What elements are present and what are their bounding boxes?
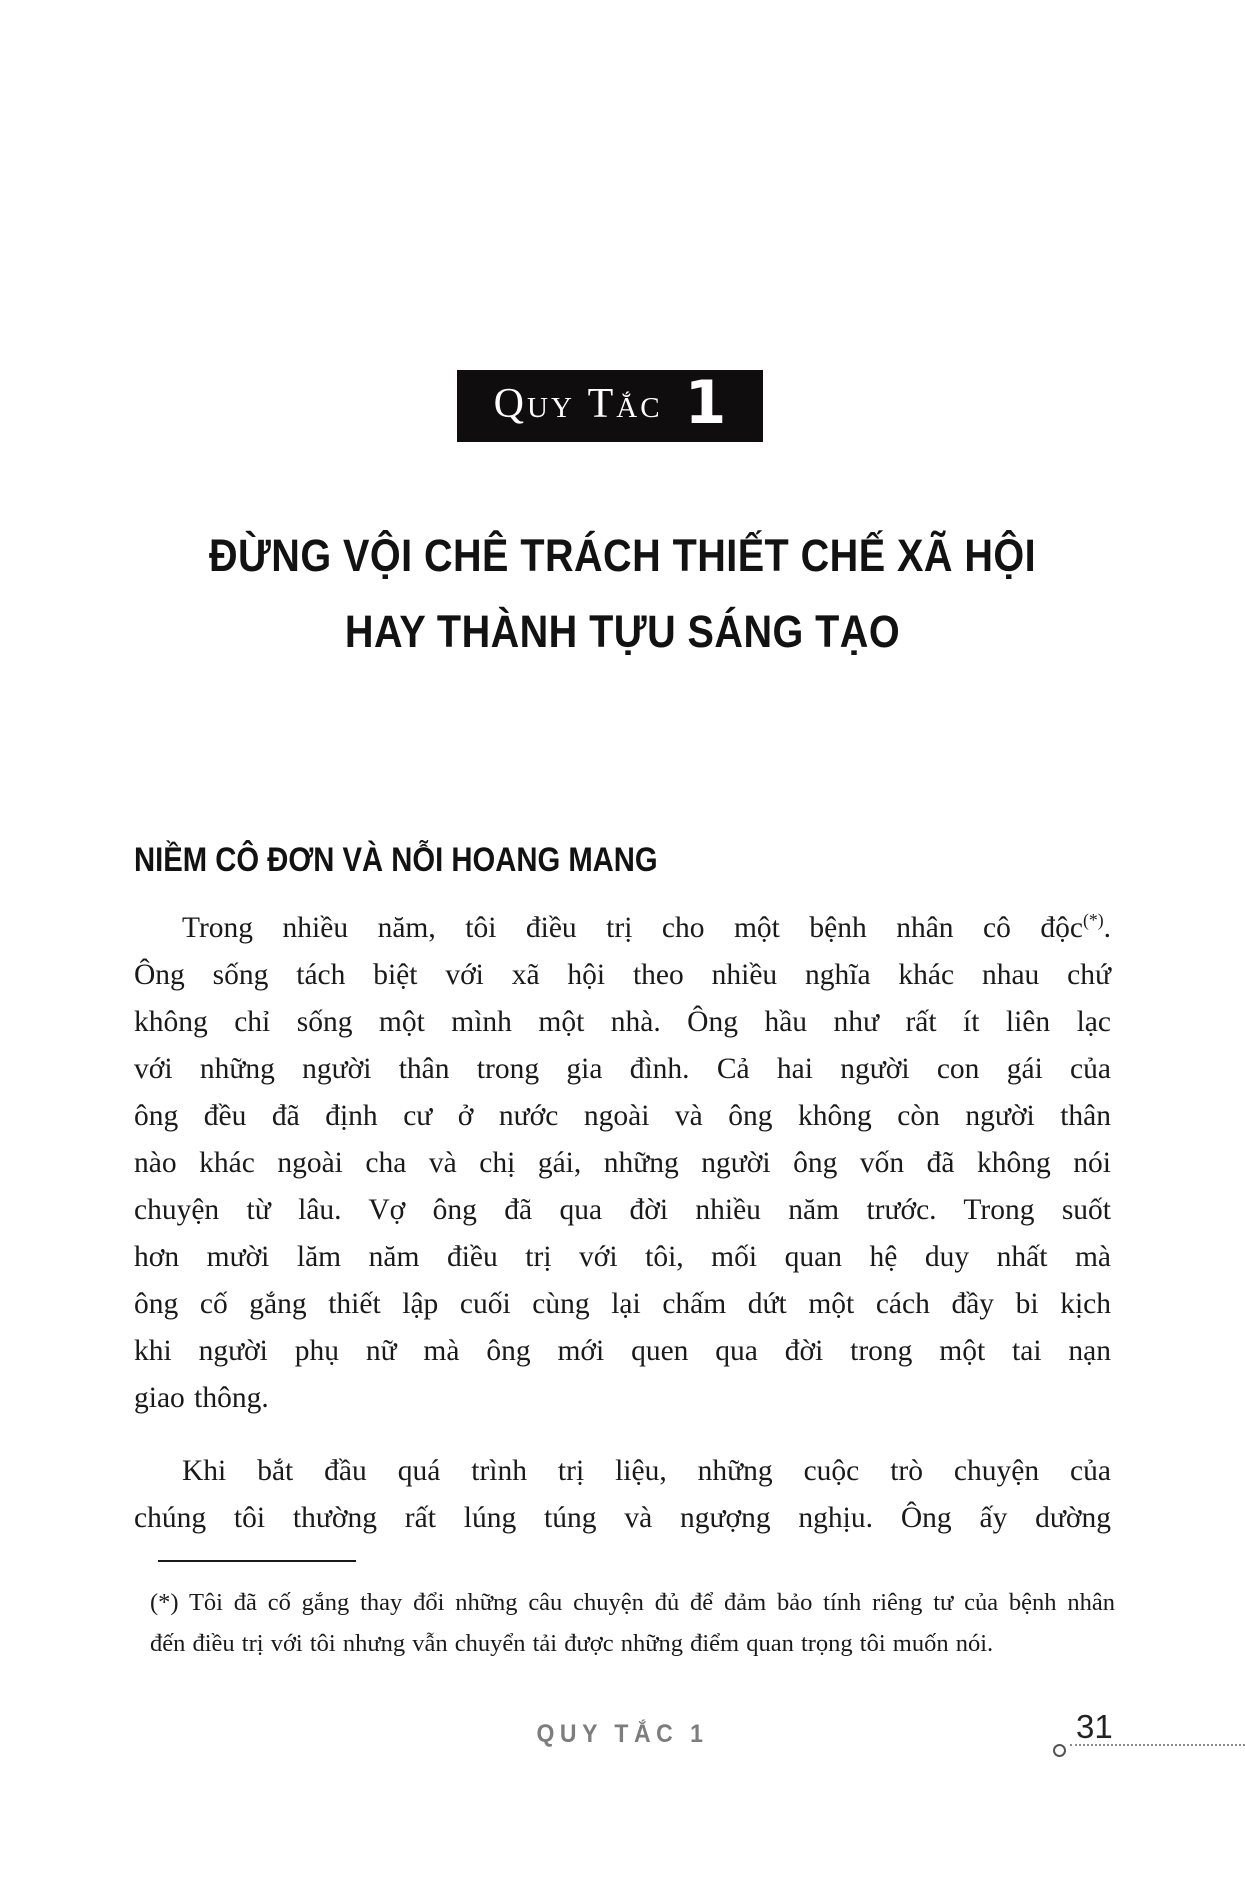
chapter-title-line-2: HAY THÀNH TỰU SÁNG TẠO <box>344 606 901 657</box>
text-line: đến điều trị với tôi nhưng vẫn chuyển tải được những điểm quan trọng tôi muốn nói. <box>150 1630 994 1657</box>
text-line: (*) Tôi đã cố gắng thay đổi những câu chuyện đủ để đảm bảo tính riêng tư của bệnh nhân <box>150 1589 1115 1616</box>
footnote-divider <box>158 1560 356 1562</box>
footnote <box>150 1582 1115 1664</box>
section-heading: NIỀM CÔ ĐƠN VÀ NỖI HOANG MANG <box>134 841 658 879</box>
text-line: giao thông. <box>134 1382 269 1414</box>
text-line: Ông sống tách biệt với xã hội theo nhiều nghĩa khác nhau chứ <box>134 959 1111 991</box>
running-footer-title: QUY TẮC 1 <box>536 1720 709 1748</box>
text-line: ông đều đã định cư ở nước ngoài và ông không còn người thân <box>134 1100 1111 1132</box>
paragraph <box>134 1448 1111 1542</box>
text-line: với những người thân trong gia đình. Cả hai người con gái của <box>134 1053 1111 1085</box>
chapter-badge <box>457 370 763 442</box>
footer-circle-ornament <box>1053 1744 1066 1757</box>
text-line: Khi bắt đầu quá trình trị liệu, những cuộc trò chuyện của <box>182 1455 1111 1487</box>
text-line: nào khác ngoài cha và chị gái, những người ông vốn đã không nói <box>134 1147 1111 1179</box>
chapter-title <box>75 518 1171 670</box>
paragraph <box>134 905 1111 1422</box>
chapter-badge-label: Quy Tắc <box>493 381 663 427</box>
text-line: chuyện từ lâu. Vợ ông đã qua đời nhiều năm trước. Trong suốt <box>134 1194 1111 1226</box>
page-number: 31 <box>1076 1708 1113 1745</box>
text-line: chúng tôi thường rất lúng túng và ngượng nghịu. Ông ấy dường <box>134 1502 1111 1534</box>
text-line: Trong nhiều năm, tôi điều trị cho một bệnh nhân cô độc(*). <box>182 910 1111 944</box>
footer-dotted-line <box>1070 1744 1245 1746</box>
footnote-marker-superscript: (*) <box>1083 910 1104 931</box>
text-line: không chỉ sống một mình một nhà. Ông hầu như rất ít liên lạc <box>134 1006 1111 1038</box>
text-line: ông cố gắng thiết lập cuối cùng lại chấm dứt một cách đầy bi kịch <box>134 1288 1111 1320</box>
text-line: khi người phụ nữ mà ông mới quen qua đời trong một tai nạn <box>134 1335 1111 1367</box>
body-text <box>134 905 1111 1542</box>
text-line: hơn mười lăm năm điều trị với tôi, mối quan hệ duy nhất mà <box>134 1241 1111 1273</box>
paragraph <box>150 1582 1115 1664</box>
chapter-badge-number: 1 <box>684 368 727 438</box>
chapter-title-line-1: ĐỪNG VỘI CHÊ TRÁCH THIẾT CHẾ XÃ HỘI <box>208 530 1037 581</box>
